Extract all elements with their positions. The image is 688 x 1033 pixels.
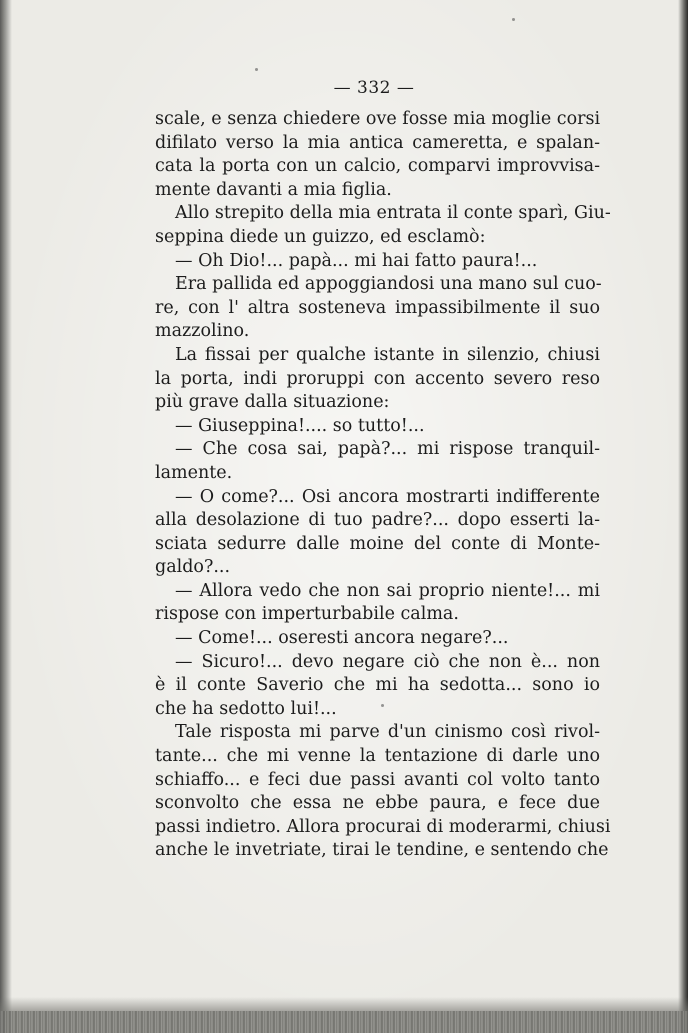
text-line: rispose con imperturbabile calma. [155,604,459,625]
page-number: — 332 — [333,78,415,98]
text-line: più grave dalla situazione: [155,392,390,413]
text-line: mente davanti a mia figlia. [155,179,392,200]
text-line: che ha sedotto lui!... [155,698,337,719]
text-line: è il conte Saverio che mi ha sedotta... sono io [155,675,600,696]
text-line: anche le invetriate, tirai le tendine, e sentendo che [155,840,609,861]
text-line: schiaffo... e feci due passi avanti col volto tanto [155,769,600,790]
text-line: La fissai per qualche istante in silenzio, chiusi [175,344,600,365]
page-edge [678,0,688,1033]
text-line: Tale risposta mi parve d'un cinismo così rivol- [175,722,600,743]
scan-speck [255,68,258,71]
text-line: la porta, indi proruppi con accento severo reso [155,368,600,389]
binding-shadow [0,0,12,1033]
scan-fade [0,997,688,1011]
text-line: tante... che mi venne la tentazione di darle uno [155,746,600,767]
text-line: re, con l' altra sosteneva impassibilmente il suo [155,297,600,318]
text-line: — Oh Dio!... papà... mi hai fatto paura!... [175,250,538,271]
text-line: alla desolazione di tuo padre?... dopo esserti la- [155,510,600,531]
text-line: cata la porta con un calcio, comparvi improvvisa- [155,156,600,177]
scan-speck [512,18,515,21]
text-line: sconvolto che essa ne ebbe paura, e fece due [155,793,600,814]
text-line: mazzolino. [155,321,250,342]
text-line: — Sicuro!... devo negare ciò che non è... non [175,651,600,672]
text-line: seppina diede un guizzo, ed esclamò: [155,226,486,247]
text-line: — Giuseppina!.... so tutto!... [175,415,425,436]
text-line: sciata sedurre dalle moine del conte di Monte- [155,533,600,554]
text-line: — O come?... Osi ancora mostrarti indifferente [175,486,600,507]
text-line: — Allora vedo che non sai proprio niente!... mi [175,580,600,601]
text-line: Era pallida ed appoggiandosi una mano sul cuo- [175,274,602,295]
text-line: galdo?... [155,557,231,578]
text-line: — Come!... oseresti ancora negare?... [175,628,509,649]
text-line: scale, e senza chiedere ove fosse mia moglie corsi [155,109,601,129]
scan-border [0,1011,688,1033]
text-line: difilato verso la mia antica cameretta, e spalan- [155,132,600,153]
text-line: passi indietro. Allora procurai di moderarmi, chiusi [155,816,611,837]
text-line: — Che cosa sai, papà?... mi rispose tranquil- [175,439,600,460]
text-line: Allo strepito della mia entrata il conte sparì, Giu- [175,203,611,224]
body-text [155,108,611,863]
text-line: lamente. [155,462,233,483]
